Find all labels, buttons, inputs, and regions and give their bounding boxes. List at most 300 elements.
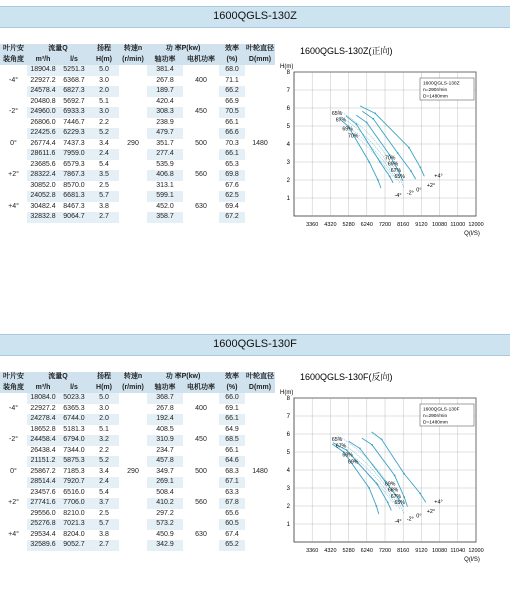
flow-ls-cell: 7185.3 — [63, 467, 85, 475]
efficiency-label: 68% — [387, 487, 399, 494]
efficiency-cell: 62.5 — [219, 191, 245, 202]
motor-power-cell — [183, 65, 219, 76]
flow-ls-cell: 6229.3 — [59, 128, 89, 139]
diameter-cell — [245, 86, 275, 97]
speed-cell — [119, 212, 147, 223]
table-row — [0, 65, 275, 76]
flow-ls-cell: 7920.7 — [59, 477, 89, 488]
flow-ls-cell: 9064.7 — [59, 212, 89, 223]
section-title: 1600QGLS-130F — [213, 338, 297, 350]
efficiency-cell: 69.4 — [225, 202, 239, 210]
shaft-power-cell: 508.4 — [156, 488, 174, 496]
y-tick-label: 4 — [286, 468, 290, 474]
x-tick-label: 5280 — [342, 222, 355, 228]
angle-cell — [0, 393, 27, 404]
header-motor-power: 电机功率 — [183, 383, 219, 394]
speed-cell — [119, 519, 147, 530]
angle-cell — [0, 425, 27, 436]
head-cell: 2.2 — [99, 118, 109, 126]
head-cell: 5.1 — [99, 97, 109, 105]
x-tick-label: 6240 — [360, 548, 373, 554]
efficiency-label: 70% — [385, 155, 396, 162]
speed-cell — [119, 435, 147, 446]
flow-m3h-cell: 32832.8 — [27, 212, 59, 223]
efficiency-label: 65% — [331, 437, 343, 444]
speed-cell — [119, 414, 147, 425]
data-point — [374, 113, 376, 115]
speed-cell — [119, 202, 147, 213]
header-angle-sub: 装角度 — [0, 55, 27, 66]
flow-m3h-cell: 28611.6 — [27, 149, 59, 160]
blade-angle-label: +2° — [426, 183, 436, 190]
flow-m3h-cell: 26806.0 — [30, 118, 56, 126]
table-row — [0, 414, 275, 425]
motor-power-cell — [183, 456, 219, 467]
data-point — [394, 475, 396, 477]
data-point — [403, 473, 405, 475]
table-row — [0, 107, 275, 118]
shaft-power-cell: 308.3 — [147, 107, 183, 118]
shaft-power-cell: 297.2 — [156, 509, 174, 517]
diameter-cell — [245, 181, 275, 192]
section-title-band — [0, 6, 510, 28]
diameter-cell — [245, 425, 275, 436]
header-efficiency: 效率 — [219, 372, 245, 383]
efficiency-label: 67% — [335, 443, 347, 450]
x-tick-label: 3360 — [306, 222, 319, 228]
section-title-band — [0, 334, 510, 356]
motor-power-cell — [183, 97, 219, 108]
head-cell: 5.2 — [89, 128, 119, 139]
speed-cell — [119, 86, 147, 97]
speed-cell — [119, 446, 147, 457]
efficiency-cell: 66.1 — [225, 446, 239, 454]
head-cell: 3.4 — [99, 139, 109, 147]
table-row — [0, 170, 275, 181]
table-row — [0, 530, 275, 541]
head-cell: 3.0 — [89, 107, 119, 118]
head-cell: 5.2 — [89, 456, 119, 467]
speed-cell: 290 — [127, 139, 139, 147]
flow-ls-cell: 7021.3 — [59, 519, 89, 530]
efficiency-cell: 68.0 — [219, 65, 245, 76]
angle-cell: +2° — [8, 499, 19, 506]
motor-power-cell — [183, 128, 219, 139]
efficiency-cell: 66.1 — [219, 149, 245, 160]
info-line: D=1480mm — [423, 94, 448, 100]
head-cell: 5.0 — [89, 65, 119, 76]
motor-power-cell: 560 — [195, 171, 207, 178]
motor-power-cell: 500 — [195, 467, 207, 475]
shaft-power-cell: 450.9 — [156, 530, 174, 538]
table-row — [0, 477, 275, 488]
efficiency-label: 69% — [387, 161, 399, 168]
table-row — [0, 404, 275, 415]
efficiency-label: 65% — [331, 111, 343, 118]
flow-ls-cell: 7867.3 — [59, 170, 89, 181]
x-tick-label: 9120 — [415, 222, 428, 228]
flow-m3h-cell: 20480.8 — [30, 97, 56, 105]
performance-chart — [280, 40, 510, 240]
efficiency-label: 68% — [342, 452, 353, 459]
flow-ls-cell: 8204.0 — [63, 530, 85, 538]
y-tick-label: 8 — [286, 396, 290, 402]
shaft-power-cell: 349.7 — [156, 467, 174, 475]
motor-power-cell: 400 — [195, 404, 207, 412]
efficiency-cell: 65.3 — [225, 160, 239, 168]
blade-angle-label: -2° — [406, 516, 414, 523]
flow-ls-cell: 8210.0 — [63, 509, 85, 517]
flow-m3h-cell: 18084.0 — [27, 393, 59, 404]
table-row — [0, 519, 275, 530]
y-tick-label: 7 — [286, 414, 290, 420]
angle-cell: +4° — [8, 530, 19, 538]
efficiency-label: 69% — [385, 481, 396, 488]
head-cell: 2.7 — [89, 212, 119, 223]
angle-cell — [0, 456, 27, 467]
angle-cell — [0, 128, 27, 139]
blade-angle-label: +4° — [434, 499, 443, 506]
blade-angle-label: 0° — [416, 187, 422, 194]
shaft-power-cell: 267.8 — [156, 404, 174, 412]
efficiency-label: 67% — [390, 167, 402, 174]
flow-m3h-cell: 32589.6 — [27, 540, 59, 551]
angle-cell: 0° — [10, 467, 17, 475]
diameter-cell — [245, 540, 275, 551]
flow-ls-cell: 6744.0 — [59, 414, 89, 425]
speed-cell — [119, 107, 147, 118]
y-tick-label: 4 — [286, 142, 290, 148]
y-axis-label: H(m) — [280, 64, 294, 70]
y-tick-label: 7 — [286, 88, 290, 94]
table-row — [0, 446, 275, 457]
shaft-power-cell: 238.9 — [156, 118, 174, 126]
flow-m3h-cell: 22425.6 — [27, 128, 59, 139]
x-tick-label: 3360 — [306, 548, 319, 554]
shaft-power-cell: 457.8 — [147, 456, 183, 467]
data-point — [397, 152, 399, 154]
blade-angle-label: +4° — [434, 173, 443, 180]
angle-cell — [0, 118, 27, 129]
x-tick-label: 5280 — [342, 548, 355, 554]
data-point — [368, 161, 370, 163]
flow-m3h-cell: 26774.4 — [30, 139, 56, 147]
blade-angle-label: -4° — [394, 519, 402, 526]
data-point — [356, 123, 358, 125]
speed-cell — [119, 393, 147, 404]
diameter-cell — [245, 118, 275, 129]
header-head-sub: H(m) — [89, 55, 119, 66]
efficiency-cell: 67.6 — [225, 181, 239, 189]
header-flow-m3h: m³/h — [27, 383, 59, 394]
header-efficiency-sub: (%) — [219, 55, 245, 66]
performance-chart — [280, 366, 510, 586]
angle-cell — [0, 212, 27, 223]
x-axis-label: Q(l/S) — [464, 231, 480, 237]
table-row — [0, 86, 275, 97]
data-point — [408, 147, 410, 149]
efficiency-cell: 66.9 — [225, 97, 239, 105]
data-point — [419, 167, 421, 169]
header-flow: 流量Q — [27, 44, 89, 55]
speed-cell — [119, 128, 147, 139]
flow-m3h-cell: 22927.2 — [30, 404, 56, 412]
header-efficiency-sub: (%) — [219, 383, 245, 394]
speed-cell — [119, 456, 147, 467]
y-tick-label: 6 — [286, 432, 290, 438]
table-row — [0, 149, 275, 160]
head-cell: 3.8 — [99, 202, 109, 210]
data-point — [368, 487, 370, 489]
flow-m3h-cell: 18904.8 — [27, 65, 59, 76]
header-speed-sub: (r/min) — [119, 55, 147, 66]
table-row — [0, 139, 275, 150]
flow-ls-cell: 5875.3 — [59, 456, 89, 467]
motor-power-cell — [183, 488, 219, 499]
shaft-power-cell: 277.4 — [147, 149, 183, 160]
shaft-power-cell: 351.7 — [156, 139, 174, 147]
angle-cell: -4° — [8, 404, 19, 412]
head-cell: 2.5 — [99, 509, 109, 517]
diameter-cell — [245, 149, 275, 160]
y-tick-label: 8 — [286, 70, 290, 76]
efficiency-label: 65% — [394, 174, 405, 181]
table-header-row — [0, 372, 275, 383]
header-angle: 叶片安 — [0, 44, 27, 55]
shaft-power-cell: 269.1 — [147, 477, 183, 488]
table-row — [0, 118, 275, 129]
efficiency-cell: 64.9 — [225, 425, 239, 433]
motor-power-cell: 450 — [195, 108, 207, 115]
x-tick-label: 10080 — [431, 548, 448, 554]
motor-power-cell — [183, 191, 219, 202]
table-row — [0, 467, 275, 478]
head-cell: 5.0 — [89, 393, 119, 404]
diameter-cell — [245, 170, 275, 181]
motor-power-cell — [183, 160, 219, 171]
flow-ls-cell: 7344.0 — [63, 446, 85, 454]
head-cell: 5.7 — [89, 519, 119, 530]
y-tick-label: 2 — [286, 178, 290, 184]
x-tick-label: 6240 — [360, 222, 373, 228]
table-row — [0, 128, 275, 139]
x-tick-label: 4320 — [324, 548, 337, 554]
speed-cell — [119, 404, 147, 415]
shaft-power-cell: 368.7 — [147, 393, 183, 404]
shaft-power-cell: 479.7 — [147, 128, 183, 139]
head-cell: 2.2 — [99, 446, 109, 454]
diameter-cell: 1480 — [252, 139, 268, 147]
head-cell: 3.4 — [99, 467, 109, 475]
angle-cell — [0, 191, 27, 202]
angle-cell — [0, 477, 27, 488]
y-tick-label: 1 — [286, 196, 290, 202]
motor-power-cell — [183, 86, 219, 97]
data-point — [377, 179, 379, 181]
flow-m3h-cell: 24960.0 — [27, 107, 59, 118]
header-speed-sub: (r/min) — [119, 383, 147, 394]
x-tick-label: 7200 — [378, 548, 392, 554]
efficiency-cell: 70.5 — [219, 107, 245, 118]
data-point — [410, 170, 412, 172]
speed-cell: 290 — [127, 467, 139, 475]
header-power: 功 率P(kw) — [147, 372, 219, 383]
flow-m3h-cell: 25867.2 — [30, 467, 56, 475]
flow-m3h-cell: 27741.6 — [27, 498, 59, 509]
chart-title: 1600QGLS-130F(反向) — [300, 372, 393, 382]
flow-ls-cell: 5181.3 — [63, 425, 85, 433]
shaft-power-cell: 313.1 — [156, 181, 174, 189]
flow-ls-cell: 6368.7 — [63, 76, 85, 84]
header-diameter-sub: D(mm) — [245, 383, 275, 394]
y-tick-label: 2 — [286, 504, 290, 510]
diameter-cell — [245, 404, 275, 415]
shaft-power-cell: 234.7 — [156, 446, 174, 454]
angle-cell: +2° — [8, 171, 19, 178]
motor-power-cell — [183, 118, 219, 129]
efficiency-cell: 67.1 — [219, 477, 245, 488]
header-power: 功 率P(kw) — [147, 44, 219, 55]
speed-cell — [119, 425, 147, 436]
diameter-cell — [245, 191, 275, 202]
table-row — [0, 498, 275, 509]
data-point — [366, 122, 368, 124]
flow-m3h-cell: 21151.2 — [27, 456, 59, 467]
motor-power-cell — [183, 393, 219, 404]
head-cell: 5.4 — [99, 488, 109, 496]
efficiency-label: 69% — [342, 126, 353, 133]
motor-power-cell — [183, 477, 219, 488]
flow-ls-cell: 5023.3 — [59, 393, 89, 404]
shaft-power-cell: 358.7 — [147, 212, 183, 223]
y-tick-label: 6 — [286, 106, 290, 112]
motor-power-cell: 400 — [195, 76, 207, 84]
data-point — [359, 448, 361, 450]
data-point — [346, 449, 348, 451]
flow-ls-cell: 6579.3 — [63, 160, 85, 168]
motor-power-cell: 500 — [195, 139, 207, 147]
shaft-power-cell: 406.8 — [147, 170, 183, 181]
angle-cell — [0, 86, 27, 97]
data-point — [371, 444, 373, 446]
performance-table — [0, 44, 275, 223]
diameter-cell — [245, 435, 275, 446]
flow-m3h-cell: 18652.8 — [30, 425, 56, 433]
efficiency-cell: 66.2 — [219, 86, 245, 97]
diameter-cell — [245, 393, 275, 404]
flow-m3h-cell: 30852.0 — [30, 181, 56, 189]
efficiency-label: 67% — [390, 493, 402, 500]
angle-cell — [0, 181, 27, 192]
flow-ls-cell: 8467.3 — [63, 202, 85, 210]
efficiency-cell: 68.3 — [225, 467, 239, 475]
angle-cell — [0, 414, 27, 425]
flow-m3h-cell: 24052.8 — [27, 191, 59, 202]
x-tick-label: 7200 — [378, 222, 392, 228]
efficiency-cell: 64.6 — [219, 456, 245, 467]
table-row — [0, 435, 275, 446]
header-head: 扬程 — [89, 372, 119, 383]
data-point — [379, 161, 381, 163]
table-row — [0, 425, 275, 436]
angle-cell — [0, 149, 27, 160]
header-flow-ls: l/s — [59, 383, 89, 394]
table-row — [0, 181, 275, 192]
speed-cell — [119, 530, 147, 541]
section-title: 1600QGLS-130Z — [213, 10, 297, 22]
diameter-cell — [245, 65, 275, 76]
head-cell: 3.0 — [99, 76, 109, 84]
efficiency-cell: 66.1 — [225, 118, 239, 126]
table-row — [0, 488, 275, 499]
head-cell: 2.0 — [89, 86, 119, 97]
motor-power-cell — [183, 519, 219, 530]
flow-m3h-cell: 30482.4 — [30, 202, 56, 210]
flow-ls-cell: 7437.3 — [63, 139, 85, 147]
y-tick-label: 1 — [286, 522, 290, 528]
flow-ls-cell: 7959.0 — [59, 149, 89, 160]
motor-power-cell — [183, 509, 219, 520]
table-header-row — [0, 44, 275, 55]
diameter-cell — [245, 128, 275, 139]
diameter-cell — [245, 414, 275, 425]
table-row — [0, 191, 275, 202]
flow-ls-cell: 6827.3 — [59, 86, 89, 97]
flow-m3h-cell: 28514.4 — [27, 477, 59, 488]
speed-cell — [119, 498, 147, 509]
speed-cell — [119, 97, 147, 108]
motor-power-cell — [183, 446, 219, 457]
diameter-cell — [245, 212, 275, 223]
motor-power-cell — [183, 540, 219, 551]
head-cell: 3.0 — [99, 404, 109, 412]
table-row — [0, 160, 275, 171]
shaft-power-cell: 408.5 — [156, 425, 174, 433]
flow-m3h-cell: 28322.4 — [27, 170, 59, 181]
angle-cell — [0, 519, 27, 530]
speed-cell — [119, 65, 147, 76]
motor-power-cell — [183, 414, 219, 425]
diameter-cell — [245, 97, 275, 108]
x-tick-label: 8160 — [397, 548, 410, 554]
flow-m3h-cell: 26438.4 — [30, 446, 56, 454]
head-cell: 3.5 — [89, 170, 119, 181]
x-tick-label: 11000 — [450, 222, 466, 228]
speed-cell — [119, 149, 147, 160]
speed-cell — [119, 170, 147, 181]
speed-cell — [119, 540, 147, 551]
speed-cell — [119, 509, 147, 520]
diameter-cell — [245, 477, 275, 488]
motor-power-cell: 630 — [195, 202, 207, 210]
header-motor-power: 电机功率 — [183, 55, 219, 66]
diameter-cell — [245, 202, 275, 213]
shaft-power-cell: 452.0 — [156, 202, 174, 210]
table-row — [0, 97, 275, 108]
data-point — [387, 502, 389, 504]
flow-m3h-cell: 24458.4 — [27, 435, 59, 446]
header-head-sub: H(m) — [89, 383, 119, 394]
head-cell: 5.1 — [99, 425, 109, 433]
y-tick-label: 5 — [286, 124, 290, 130]
y-axis-label: H(m) — [280, 390, 294, 396]
data-point — [403, 496, 405, 498]
shaft-power-cell: 267.8 — [156, 76, 174, 84]
efficiency-cell: 63.3 — [225, 488, 239, 496]
motor-power-cell — [183, 212, 219, 223]
efficiency-label: 67% — [335, 117, 347, 124]
flow-ls-cell: 9052.7 — [59, 540, 89, 551]
